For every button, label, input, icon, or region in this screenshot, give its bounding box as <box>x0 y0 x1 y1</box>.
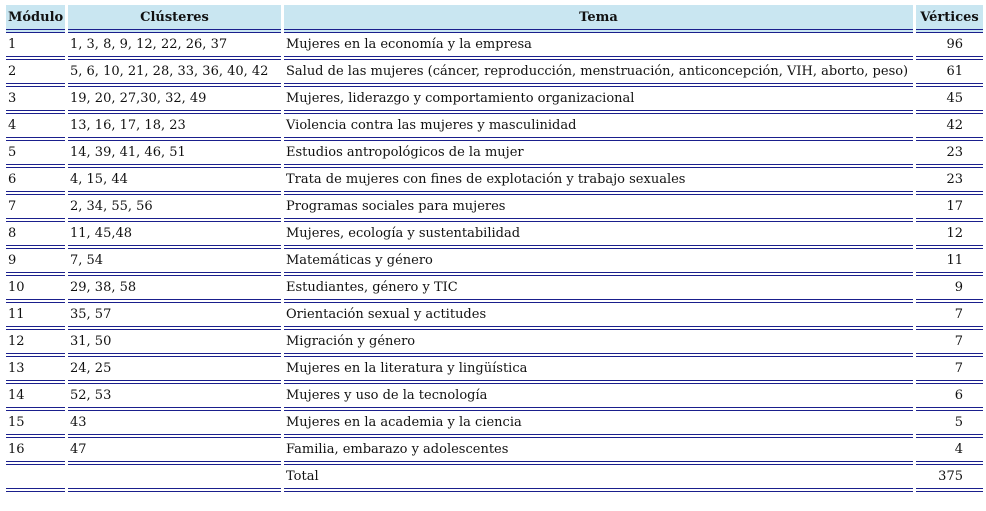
modules-table <box>3 5 986 492</box>
cell-clusteres: 31, 50 <box>68 330 281 357</box>
cell-clusteres: 1, 3, 8, 9, 12, 22, 26, 37 <box>68 33 281 60</box>
cell-modulo: 3 <box>6 87 65 114</box>
table-row <box>6 438 983 465</box>
header-vertices: Vértices <box>916 5 983 33</box>
table-row <box>6 276 983 303</box>
cell-vertices: 9 <box>916 276 983 303</box>
cell-modulo: 15 <box>6 411 65 438</box>
cell-clusteres: 11, 45,48 <box>68 222 281 249</box>
cell-tema: Programas sociales para mujeres <box>284 195 913 222</box>
cell-clusteres: 2, 34, 55, 56 <box>68 195 281 222</box>
cell-tema: Familia, embarazo y adolescentes <box>284 438 913 465</box>
cell-tema: Salud de las mujeres (cáncer, reproducción, menstruación, anticoncepción, VIH, aborto, peso) <box>284 60 913 87</box>
table-row <box>6 249 983 276</box>
cell-vertices: 6 <box>916 384 983 411</box>
cell-vertices: 7 <box>916 357 983 384</box>
cell-modulo: 13 <box>6 357 65 384</box>
table-row <box>6 168 983 195</box>
total-label: Total <box>284 465 913 492</box>
cell-modulo: 8 <box>6 222 65 249</box>
cell-vertices: 17 <box>916 195 983 222</box>
table-row <box>6 330 983 357</box>
cell-tema: Violencia contra las mujeres y masculinidad <box>284 114 913 141</box>
cell-clusteres: 47 <box>68 438 281 465</box>
cell-vertices: 4 <box>916 438 983 465</box>
table-row <box>6 114 983 141</box>
cell-vertices: 61 <box>916 60 983 87</box>
cell-tema: Mujeres, ecología y sustentabilidad <box>284 222 913 249</box>
cell-modulo: 5 <box>6 141 65 168</box>
cell-tema: Mujeres en la literatura y lingüística <box>284 357 913 384</box>
header-row <box>6 5 983 33</box>
cell-tema: Mujeres y uso de la tecnología <box>284 384 913 411</box>
cell-modulo: 11 <box>6 303 65 330</box>
cell-tema: Estudiantes, género y TIC <box>284 276 913 303</box>
table-row <box>6 87 983 114</box>
header-modulo: Módulo <box>6 5 65 33</box>
cell-clusteres: 7, 54 <box>68 249 281 276</box>
cell-vertices: 45 <box>916 87 983 114</box>
cell-modulo: 10 <box>6 276 65 303</box>
cell-modulo: 2 <box>6 60 65 87</box>
cell-modulo: 7 <box>6 195 65 222</box>
total-empty-2 <box>68 465 281 492</box>
cell-clusteres: 19, 20, 27,30, 32, 49 <box>68 87 281 114</box>
header-clusteres: Clústeres <box>68 5 281 33</box>
cell-tema: Trata de mujeres con fines de explotación y trabajo sexuales <box>284 168 913 195</box>
total-value: 375 <box>916 465 983 492</box>
table-row <box>6 384 983 411</box>
cell-modulo: 14 <box>6 384 65 411</box>
table-row <box>6 33 983 60</box>
cell-tema: Mujeres en la economía y la empresa <box>284 33 913 60</box>
cell-tema: Estudios antropológicos de la mujer <box>284 141 913 168</box>
cell-vertices: 11 <box>916 249 983 276</box>
cell-modulo: 16 <box>6 438 65 465</box>
cell-modulo: 9 <box>6 249 65 276</box>
cell-clusteres: 14, 39, 41, 46, 51 <box>68 141 281 168</box>
table-row <box>6 357 983 384</box>
table-row <box>6 195 983 222</box>
cell-modulo: 12 <box>6 330 65 357</box>
cell-tema: Mujeres en la academia y la ciencia <box>284 411 913 438</box>
cell-clusteres: 52, 53 <box>68 384 281 411</box>
total-row <box>6 465 983 492</box>
cell-vertices: 96 <box>916 33 983 60</box>
cell-clusteres: 5, 6, 10, 21, 28, 33, 36, 40, 42 <box>68 60 281 87</box>
table-row <box>6 141 983 168</box>
cell-tema: Orientación sexual y actitudes <box>284 303 913 330</box>
cell-clusteres: 43 <box>68 411 281 438</box>
cell-vertices: 7 <box>916 330 983 357</box>
table-row <box>6 60 983 87</box>
cell-vertices: 23 <box>916 168 983 195</box>
cell-vertices: 12 <box>916 222 983 249</box>
table-row <box>6 222 983 249</box>
cell-vertices: 42 <box>916 114 983 141</box>
table-row <box>6 303 983 330</box>
cell-vertices: 23 <box>916 141 983 168</box>
table-row <box>6 411 983 438</box>
cell-clusteres: 35, 57 <box>68 303 281 330</box>
cell-vertices: 7 <box>916 303 983 330</box>
cell-modulo: 1 <box>6 33 65 60</box>
cell-clusteres: 29, 38, 58 <box>68 276 281 303</box>
table-body <box>6 33 983 492</box>
cell-vertices: 5 <box>916 411 983 438</box>
cell-clusteres: 4, 15, 44 <box>68 168 281 195</box>
header-tema: Tema <box>284 5 913 33</box>
cell-tema: Matemáticas y género <box>284 249 913 276</box>
cell-tema: Migración y género <box>284 330 913 357</box>
cell-clusteres: 13, 16, 17, 18, 23 <box>68 114 281 141</box>
cell-clusteres: 24, 25 <box>68 357 281 384</box>
table-container <box>3 5 983 492</box>
cell-tema: Mujeres, liderazgo y comportamiento organizacional <box>284 87 913 114</box>
total-empty-1 <box>6 465 65 492</box>
cell-modulo: 6 <box>6 168 65 195</box>
cell-modulo: 4 <box>6 114 65 141</box>
